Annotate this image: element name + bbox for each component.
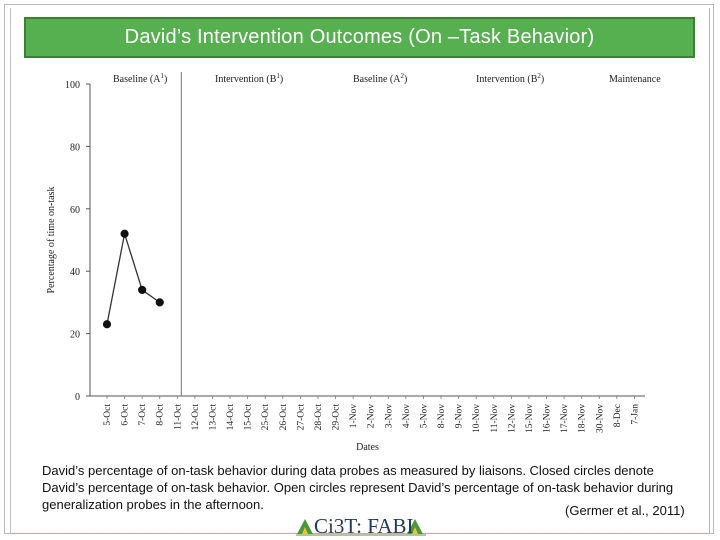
data-point bbox=[121, 230, 128, 237]
citation: (Germer et al., 2011) bbox=[565, 503, 685, 518]
y-tick-label: 80 bbox=[70, 142, 80, 154]
x-tick-label: 7-Jan bbox=[630, 404, 641, 425]
x-tick-label: 27-Oct bbox=[296, 404, 307, 431]
phase-label: Intervention $(B^2)$ bbox=[476, 72, 545, 85]
y-tick-label: 20 bbox=[70, 329, 80, 341]
x-tick-label: 3-Nov bbox=[384, 404, 395, 429]
x-tick-label: 2-Nov bbox=[366, 404, 377, 429]
x-tick-label: 4-Nov bbox=[401, 404, 412, 429]
x-tick-label: 25-Oct bbox=[261, 404, 272, 431]
y-tick-label: 0 bbox=[75, 392, 80, 403]
data-point bbox=[139, 286, 146, 293]
phase-label: Baseline $(A^2)$ bbox=[353, 72, 408, 85]
x-tick-label: 17-Nov bbox=[560, 404, 571, 434]
x-tick-label: 5-Nov bbox=[419, 404, 430, 429]
x-tick-label: 6-Oct bbox=[120, 404, 131, 426]
x-tick-label: 28-Oct bbox=[313, 404, 324, 431]
x-tick-label: 12-Oct bbox=[190, 404, 201, 431]
data-point bbox=[103, 321, 110, 328]
y-axis-label: Percentage of time on-task bbox=[46, 186, 57, 294]
x-tick-label: 8-Dec bbox=[612, 404, 623, 428]
x-tick-label: 15-Oct bbox=[243, 404, 254, 431]
x-tick-label: 8-Nov bbox=[437, 404, 448, 429]
ci3t-fabi-logo bbox=[296, 513, 426, 537]
x-tick-label: 1-Nov bbox=[349, 404, 360, 429]
phase-labels bbox=[113, 72, 661, 85]
phase-label: Maintenance bbox=[609, 74, 661, 85]
x-tick-label: 12-Nov bbox=[507, 404, 518, 434]
phase-label: Baseline $(A^1)$ bbox=[113, 72, 168, 85]
x-tick-label: 29-Oct bbox=[331, 404, 342, 431]
phase-label: Intervention $(B^1)$ bbox=[215, 72, 284, 85]
y-tick-label: 60 bbox=[70, 204, 80, 216]
x-tick-label: 15-Nov bbox=[524, 404, 535, 434]
chart-axes bbox=[46, 72, 645, 453]
slide-title: David’s Intervention Outcomes (On –Task Behavior) bbox=[124, 26, 595, 48]
x-tick-label: 16-Nov bbox=[542, 404, 553, 434]
x-tick-label: 7-Oct bbox=[138, 404, 149, 426]
x-tick-label: 9-Nov bbox=[454, 404, 465, 429]
x-axis-label: Dates bbox=[356, 442, 379, 453]
y-tick-label: 40 bbox=[70, 267, 80, 279]
y-tick-label: 100 bbox=[65, 80, 80, 91]
x-tick-label: 18-Nov bbox=[577, 404, 588, 434]
x-tick-label: 8-Oct bbox=[155, 404, 166, 426]
x-tick-label: 11-Oct bbox=[173, 404, 184, 431]
x-tick-label: 30-Nov bbox=[595, 404, 606, 434]
x-tick-label: 14-Oct bbox=[226, 404, 237, 431]
chart-series bbox=[103, 230, 163, 328]
x-tick-label: 11-Nov bbox=[489, 404, 500, 433]
x-tick-label: 13-Oct bbox=[208, 404, 219, 431]
chart-ticks bbox=[65, 80, 640, 433]
x-tick-label: 26-Oct bbox=[278, 404, 289, 431]
logo-text: Ci3T: FABI bbox=[314, 514, 414, 538]
x-tick-label: 5-Oct bbox=[103, 404, 113, 426]
x-tick-label: 10-Nov bbox=[472, 404, 483, 434]
figure-caption: David’s percentage of on-task behavior during data probes as measured by liaisons. Closed circles denote David’s percentage of on-task behavior. Open circles represent David’s percentage of on-task behavior during generalization probes in the afternoon. bbox=[42, 463, 674, 512]
series-line bbox=[107, 234, 160, 324]
data-point bbox=[156, 299, 163, 306]
